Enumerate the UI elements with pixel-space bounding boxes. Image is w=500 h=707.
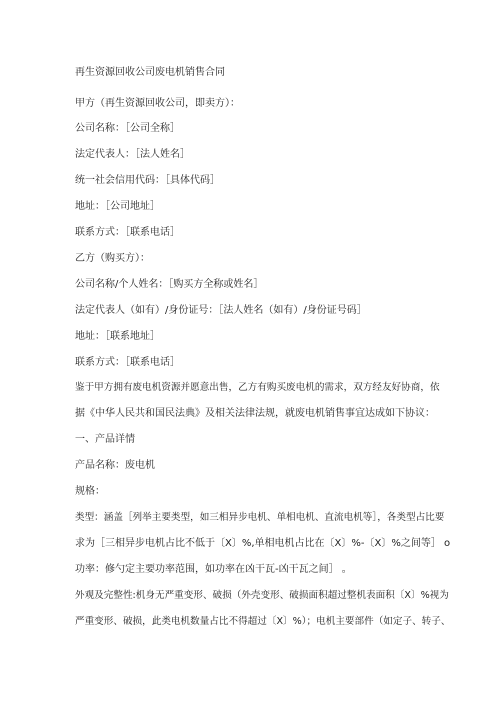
party-a-legal-rep: 法定代表人：［法人姓名］ [75,149,190,160]
party-b-legal-rep-id: 法定代表人（如有）/身份证号：［法人姓名（如有）/身份证号码］ [75,305,367,316]
spec-type-line-2: 求为［三相异步电机占比不低于〔X〕%,单相电机占比在〔X〕%-〔X〕%之间等］ o [75,538,451,549]
spec-power: 功率：修勺定主要功率范围，如功率在凶干瓦-凶干瓦之间］ 。 [75,564,352,575]
party-b-heading: 乙方（购买方）： [75,253,150,264]
party-a-contact: 联系方式：［联系电话］ [75,227,180,238]
party-a-heading: 甲方（再生资源回收公司，即卖方）： [75,98,240,109]
party-a-company-name: 公司名称：［公司全称］ [75,123,180,134]
spec-heading: 规格： [75,486,105,497]
spec-appearance-line-1: 外观及完整性:机身无严重变形、破损（外壳变形、破损面积超过整机表面积〔X〕%视为 [75,590,449,601]
spec-type-line-1: 类型：涵盖［列举主要类型，如三相异步电机、单相电机、直流电机等］，各类型占比要 [75,512,445,523]
preamble-line-2: 据《中华人民共和国民法典》及相关法律法规，就废电机销售事宜达成如下协议： [75,408,435,419]
party-b-contact: 联系方式：［联系电话］ [75,357,180,368]
party-a-credit-code: 统一社会信用代码：［具体代码］ [75,175,220,186]
section-heading-product: 一、产品详情 [75,434,135,445]
product-name: 产品名称：废电机 [75,460,155,471]
party-b-name: 公司名称/个人姓名：［购买方全称或姓名］ [75,279,264,290]
spec-appearance-line-2: 严重变形、破损，此类电机数量占比不得超过〔X〕%）；电机主要部件（如定子、转子、 [75,616,451,627]
party-b-address: 地址：［联系地址］ [75,331,160,342]
contract-title: 再生资源回收公司废电机销售合同 [75,67,225,78]
preamble-line-1: 鉴于甲方拥有废电机资源并愿意出售，乙方有购买废电机的需求，双方经友好协商，依 [75,382,440,393]
party-a-address: 地址：［公司地址］ [75,201,160,212]
